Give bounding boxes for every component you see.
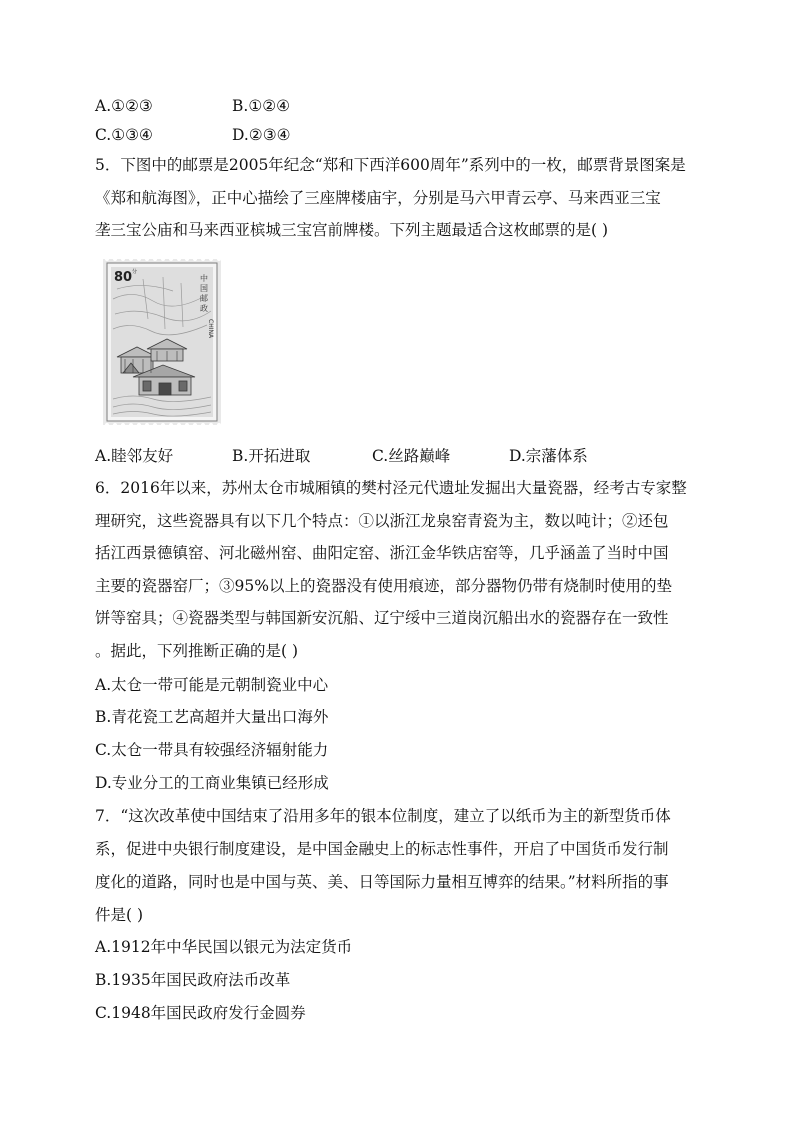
svg-text:邮: 邮 xyxy=(200,294,208,303)
q5-stem-line-2: 《郑和航海图》，正中心描绘了三座牌楼庙宇，分别是马六甲青云亭、马来西亚三宝 xyxy=(95,189,661,207)
q5-option-b: B.开拓进取 xyxy=(232,447,311,465)
option-c: C.①③④ xyxy=(95,126,153,144)
q6-option-c: C.太仓一带具有较强经济辐射能力 xyxy=(95,741,329,759)
q5-option-d: D.宗藩体系 xyxy=(509,447,588,465)
q7-option-a: A.1912年中华民国以银元为法定货币 xyxy=(95,938,353,956)
q6-stem-line-6: 。据此，下列推断正确的是( ) xyxy=(95,642,299,660)
q6-stem-line-4: 主要的瓷器窑厂；③95%以上的瓷器没有使用痕迹，部分器物仍带有烧制时使用的垫 xyxy=(95,577,672,595)
q6-option-a: A.太仓一带可能是元朝制瓷业中心 xyxy=(95,676,329,694)
q7-option-c: C.1948年国民政府发行金圆券 xyxy=(95,1004,306,1022)
q7-stem-line-3: 度化的道路，同时也是中国与英、美、日等国际力量相互博弈的结果。”材料所指的事 xyxy=(95,873,669,891)
q6-stem-line-2: 理研究，这些瓷器具有以下几个特点：①以浙江龙泉窑青瓷为主，数以吨计；②还包 xyxy=(95,512,669,530)
svg-text:中: 中 xyxy=(200,274,208,283)
q6-option-b: B.青花瓷工艺高超并大量出口海外 xyxy=(95,708,329,726)
q5-option-a: A.睦邻友好 xyxy=(95,447,174,465)
q7-option-b: B.1935年国民政府法币改革 xyxy=(95,971,291,989)
option-a: A.①②③ xyxy=(95,97,153,115)
option-d: D.②③④ xyxy=(232,126,291,144)
q6-stem-line-3: 括江西景德镇窑、河北磁州窑、曲阳定窑、浙江金华铁店窑等，几乎涵盖了当时中国 xyxy=(95,544,669,562)
q7-stem-line-4: 件是( ) xyxy=(95,906,144,924)
svg-text:政: 政 xyxy=(200,304,208,313)
option-b: B.①②④ xyxy=(232,97,291,115)
q5-option-c: C.丝路巅峰 xyxy=(372,447,451,465)
q6-stem-line-5: 饼等窑具；④瓷器类型与韩国新安沉船、辽宁绥中三道岗沉船出水的瓷器存在一致性 xyxy=(95,609,669,627)
svg-text:分: 分 xyxy=(132,269,138,275)
q7-stem-line-2: 系，促进中央银行制度建设，是中国金融史上的标志性事件，开启了中国货币发行制 xyxy=(95,840,669,858)
stamp-image xyxy=(103,259,221,425)
q6-stem-line-1: 6．2016年以来，苏州太仓市城厢镇的樊村泾元代遗址发掘出大量瓷器，经考古专家整 xyxy=(95,479,687,497)
q6-option-d: D.专业分工的工商业集镇已经形成 xyxy=(95,774,329,792)
q7-stem-line-1: 7．“这次改革使中国结束了沿用多年的银本位制度，建立了以纸币为主的新型货币体 xyxy=(95,807,671,825)
svg-text:CHINA: CHINA xyxy=(207,319,214,339)
q5-stem-line-3: 垄三宝公庙和马来西亚槟城三宝宫前牌楼。下列主题最适合这枚邮票的是( ) xyxy=(95,221,609,239)
q5-stem-line-1: 5．下图中的邮票是2005年纪念“郑和下西洋600周年”系列中的一枚，邮票背景图案是 xyxy=(95,156,686,174)
svg-text:80: 80 xyxy=(114,270,133,285)
svg-text:国: 国 xyxy=(200,284,208,293)
